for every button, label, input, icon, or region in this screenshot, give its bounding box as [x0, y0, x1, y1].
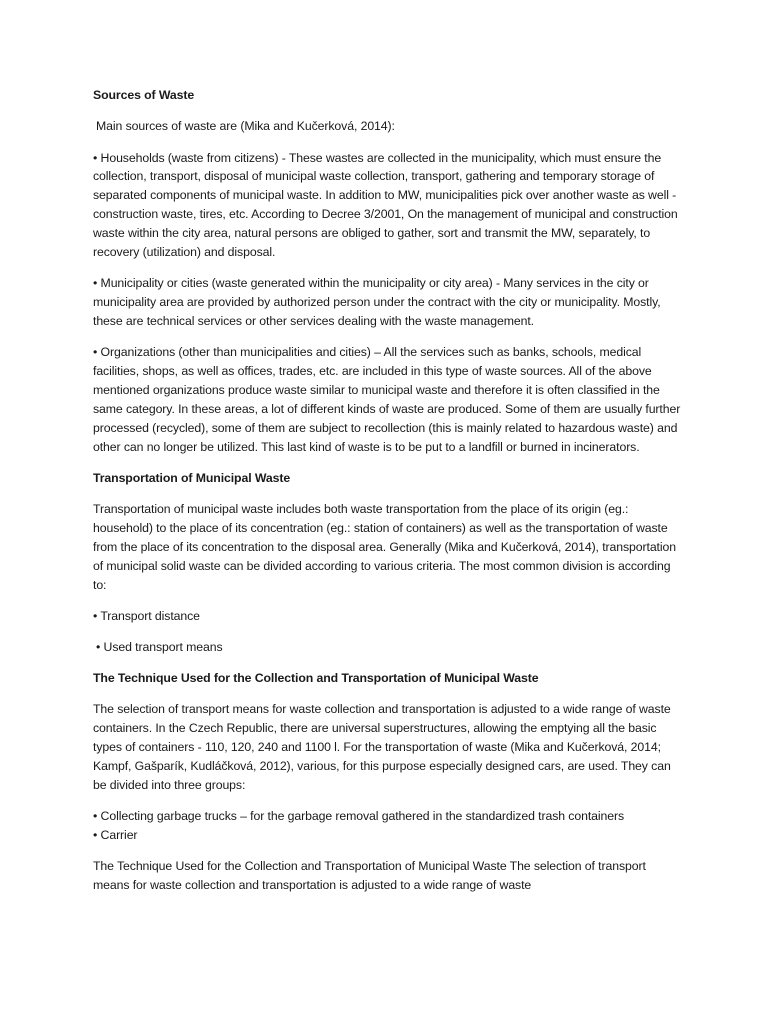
bullet-icon: • — [93, 276, 98, 291]
list-item-text: Used transport means — [103, 639, 223, 654]
transportation-paragraph: Transportation of municipal waste includes both waste transportation from the place of its origin (eg.: household) to the place of its concentration (eg.: station of containers) as well as the transportation of waste from the place of its concentration to the disposal area. Generally (Mika and Kučerková, 2014), transportation of municipal solid waste can be divided according to various criteria. The most common division is according to: — [93, 502, 676, 592]
list-item — [93, 274, 683, 331]
bullet-icon: • — [93, 608, 98, 623]
bullet-icon: • — [93, 828, 98, 842]
list-item — [93, 826, 683, 845]
technique-closing-paragraph: The Technique Used for the Collection and Transportation of Municipal Waste The selection of transport means for waste collection and transportation is adjusted to a wide range of waste — [93, 859, 646, 892]
bullet-icon: • — [93, 809, 98, 824]
list-item-text: Organizations (other than municipalities and cities) – All the services such as banks, schools, medical facilities, shops, as well as offices, trades, etc. are included in this type of waste sources. All of the above mentioned organizations produce waste similar to municipal waste and therefore it is often classified in the same category. In these areas, a lot of different kinds of waste are produced. Some of them are usually further processed (recycled), some of them are subject to recollection (this is mainly related to hazardous waste) and other can no longer be utilized. This last kind of waste is to be put to a landfill or burned in incinerators. — [93, 345, 681, 454]
bullet-icon: • — [96, 639, 101, 654]
section-heading-sources: Sources of Waste — [93, 88, 195, 102]
list-item — [93, 807, 683, 826]
list-item-text: Transport distance — [100, 608, 200, 623]
list-item-text: Households (waste from citizens) - These wastes are collected in the municipality, which must ensure the collection, transport, disposal of municipal waste collection, transport, gathering and temporary storage of separated components of municipal waste. In addition to MW, municipalities pick over another waste as well - construction waste, tires, etc. According to Decree 3/2001, On the management of municipal and construction waste within the city area, natural persons are obliged to gather, sort and transmit the MW, separately, to recovery (utilization) and disposal. — [93, 150, 678, 260]
document-page — [93, 86, 683, 907]
list-item-text: Carrier — [100, 828, 138, 842]
list-item-text: Municipality or cities (waste generated within the municipality or city area) - Many services in the city or municipality area are provided by authorized person under the contract with the city or municipality. Mostly, these are technical services or other services dealing with the waste management. — [93, 276, 661, 328]
section-heading-technique: The Technique Used for the Collection and Transportation of Municipal Waste — [93, 670, 539, 685]
section-heading-transportation: Transportation of Municipal Waste — [93, 470, 291, 485]
bullet-icon: • — [93, 150, 98, 165]
list-item — [93, 607, 683, 626]
list-item — [93, 638, 683, 657]
list-item — [93, 149, 683, 262]
bullet-icon: • — [93, 345, 98, 360]
list-item — [93, 343, 683, 456]
list-item-text: Collecting garbage trucks – for the garbage removal gathered in the standardized trash containers — [100, 809, 625, 824]
sources-intro: Main sources of waste are (Mika and Kučerková, 2014): — [96, 119, 395, 134]
technique-paragraph: The selection of transport means for waste collection and transportation is adjusted to a wide range of waste containers. In the Czech Republic, there are universal superstructures, allowing the emptying all the basic types of containers - 110, 120, 240 and 1100 l. For the transportation of waste (Mika and Kučerková, 2014; Kampf, Gašparík, Kudláčková, 2012), various, for this purpose especially designed cars, are used. They can be divided into three groups: — [93, 702, 671, 792]
